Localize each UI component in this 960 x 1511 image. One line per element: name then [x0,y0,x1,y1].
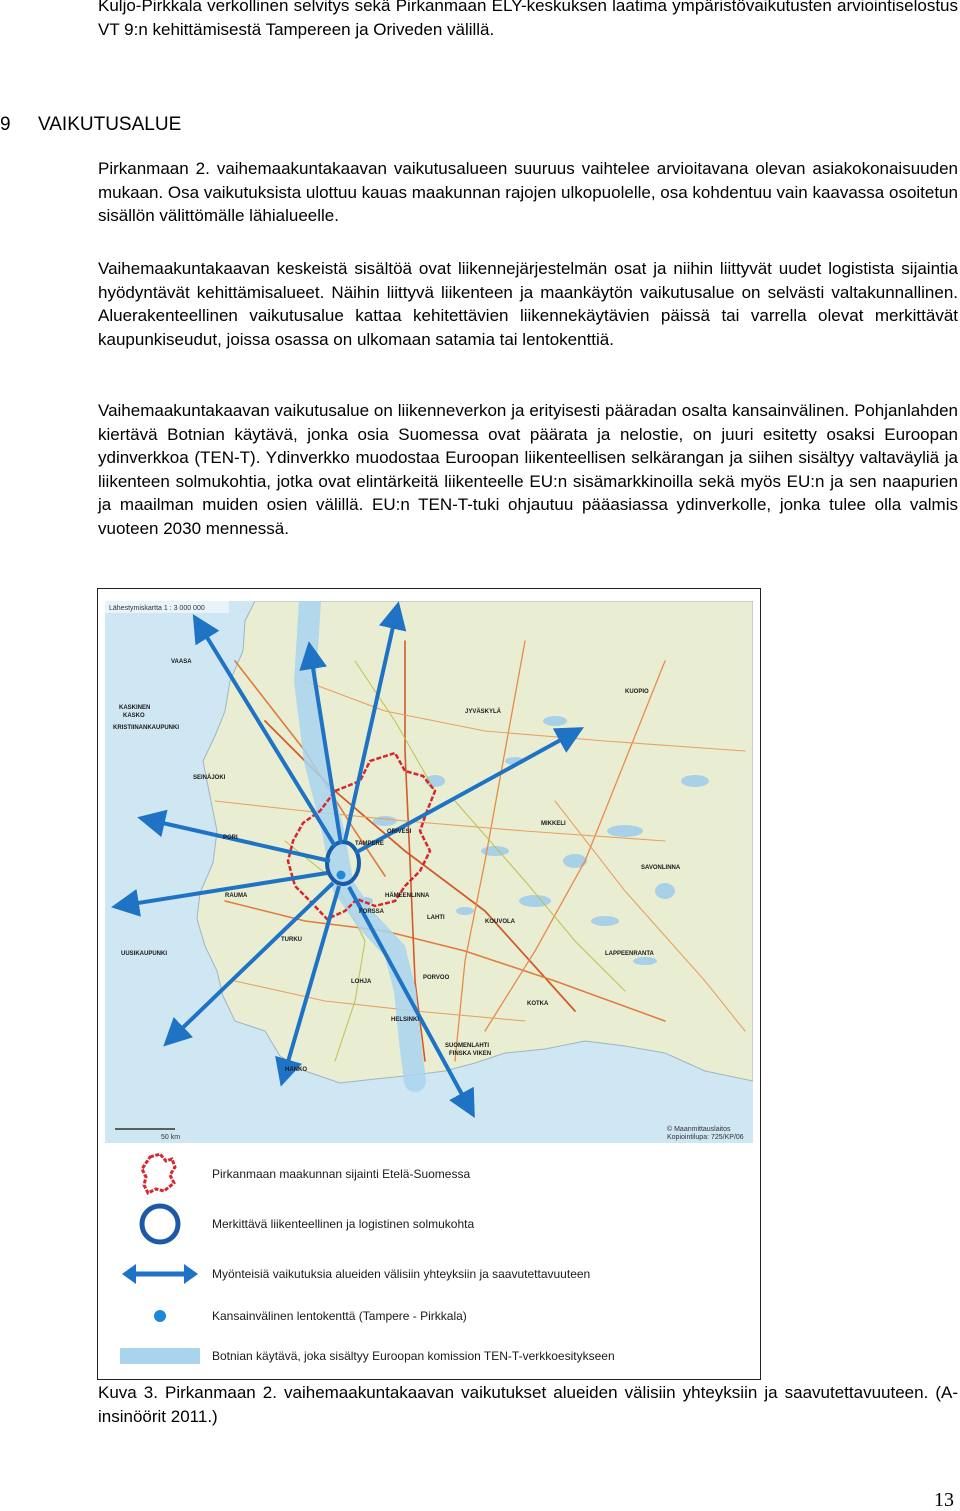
legend-label: Merkittävä liikenteellinen ja logistinen solmukohta [212,1217,475,1231]
svg-text:FORSSA: FORSSA [359,909,385,915]
legend-item-corridor [98,1333,760,1379]
legend-label: Kansainvälinen lentokenttä (Tampere - Pirkkala) [212,1309,467,1323]
svg-text:KUOPIO: KUOPIO [625,689,649,695]
corridor-band-icon [120,1333,200,1379]
land-area [197,601,753,1083]
hub-circle-icon [120,1201,200,1247]
svg-text:SUOMENLAHTI: SUOMENLAHTI [445,1043,489,1049]
svg-text:SEINÄJOKI: SEINÄJOKI [193,775,226,781]
double-arrow-icon [120,1251,200,1297]
svg-text:LAHTI: LAHTI [427,915,445,921]
paragraph-3: Vaihemaakuntakaavan vaikutusalue on liikenneverkon ja erityisesti pääradan osalta kansainvälinen. Pohjanlahden kiertävä Botnian käytävä, jonka osia Suomessa ovat päärata ja nelostie, on juuri esitetty osaksi Euroopan ydinverkkoa (TEN-T). Ydinverkko muodostaa Euroopan liikenteellisen selkärangan ja siihen sisältyy valtaväyliä ja liikenteen solmukohtia, jotka ovat elintärkeitä liikenteelle EU:n sisämarkkinoilla sekä myös EU:n ja sen naapurien ja maailman muiden osien välillä. EU:n TEN-T-tuki ohjautuu pääasiassa ydinverkolle, jonka tulee olla valmis vuoteen 2030 mennessä. [98,401,958,538]
page-number: 13 [934,1489,954,1511]
legend-label: Botnian käytävä, joka sisältyy Euroopan komission TEN-T-verkkoesitykseen [212,1349,615,1363]
figure-caption: Kuva 3. Pirkanmaan 2. vaihemaakuntakaavan vaikutukset alueiden välisiin yhteyksiin ja saavutettavuuteen. (A-insinöörit 2011.) [98,1383,958,1426]
svg-text:ORIVESI: ORIVESI [387,829,412,835]
svg-text:KASKINEN: KASKINEN [119,705,151,711]
svg-text:RAUMA: RAUMA [225,893,248,899]
svg-text:KASKO: KASKO [123,713,145,719]
paragraph-2: Vaihemaakuntakaavan keskeistä sisältöä ovat liikennejärjestelmän osat ja niihin liittyvät uudet logistista sijaintia hyödyntävät kehittämisalueet. Näihin liittyvä liikenteen ja maankäytön vaikutusalue on selvästi valtakunnallinen. Aluerakenteellinen vaikutusalue kattaa kehitettävien liikennekäytävien päissä tai varrella olevat merkittävät kaupunkiseudut, joissa osassa on ulkomaan satamia tai lentokenttiä. [98,259,958,349]
svg-text:LOHJA: LOHJA [351,979,372,985]
legend-label: Myönteisiä vaikutuksia alueiden välisiin yhteyksiin ja saavutettavuuteen [212,1267,591,1281]
paragraph-1: Pirkanmaan 2. vaihemaakuntakaavan vaikutusalueen suuruus vaihtelee arvioitavana olevan asiakokonaisuuden mukaan. Osa vaikutuksista ulottuu kauas maakunnan rajojen ulkopuolelle, osa kohdentuu vain kaavassa osoitetun sisällön välittömälle lähialueelle. [98,159,958,225]
svg-text:PORI: PORI [223,835,238,841]
svg-text:MIKKELI: MIKKELI [541,821,566,827]
map-scale-label: Lähestymiskartta 1 : 3 000 000 [109,605,205,612]
legend-item-arrow [98,1251,760,1297]
svg-text:SAVONLINNA: SAVONLINNA [641,865,681,871]
svg-text:TURKU: TURKU [281,937,302,943]
svg-text:JYVÄSKYLÄ: JYVÄSKYLÄ [465,709,502,715]
legend-item-hub [98,1201,760,1247]
svg-text:HÄMEENLINNA: HÄMEENLINNA [385,893,430,899]
svg-text:HANKO: HANKO [285,1067,307,1073]
svg-text:PORVOO: PORVOO [423,975,450,981]
section-heading [0,113,181,137]
intro-paragraph: Kuljo-Pirkkala verkollinen selvitys sekä Pirkanmaan ELY-keskuksen laatima ympäristövaikutusten arviointiselostus VT 9:n kehittämisestä Tampereen ja Oriveden välillä. [98,0,958,39]
airport-dot [337,871,346,880]
figure-frame [97,588,761,1380]
scale-bar-label: 50 km [161,1134,181,1141]
copyright-line-1: © Maanmittauslaitos [667,1126,731,1133]
svg-text:KRISTIINANKAUPUNKI: KRISTIINANKAUPUNKI [113,725,179,731]
svg-text:VAASA: VAASA [171,659,192,665]
svg-text:TAMPERE: TAMPERE [355,841,384,847]
svg-text:KOTKA: KOTKA [527,1001,549,1007]
svg-text:KOUVOLA: KOUVOLA [485,919,515,925]
svg-text:LAPPEENRANTA: LAPPEENRANTA [605,951,654,957]
svg-text:UUSIKAUPUNKI: UUSIKAUPUNKI [121,951,168,957]
svg-text:FINSKA VIKEN: FINSKA VIKEN [449,1051,492,1057]
section-title: VAIKUTUSALUE [38,114,182,135]
copyright-line-2: Kopiointilupa: 725/KP/06 [667,1134,744,1141]
legend-item-boundary [98,1151,760,1197]
svg-text:HELSINKI: HELSINKI [391,1017,420,1023]
map-legend [98,1143,760,1379]
boundary-symbol-icon [120,1151,200,1197]
section-number: 9 [0,114,11,135]
legend-label: Pirkanmaan maakunnan sijainti Etelä-Suomessa [212,1167,471,1181]
impact-map [105,601,753,1143]
